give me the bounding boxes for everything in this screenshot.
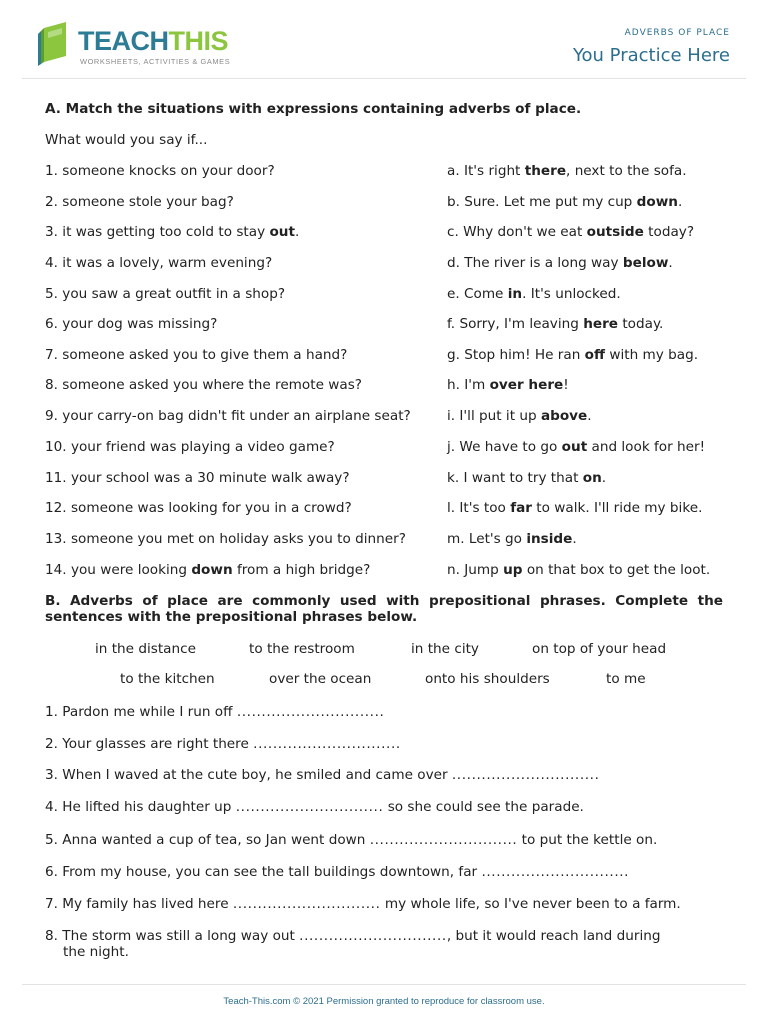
text-segment: and look for her!: [587, 439, 706, 455]
item-text: 5. Anna wanted a cup of tea, so Jan went down: [45, 832, 370, 848]
answer-blank: ..............................: [299, 928, 447, 944]
text-segment: 14. you were looking: [45, 562, 192, 578]
match-row: [45, 531, 725, 551]
text-segment: 2. someone stole your bag?: [45, 194, 234, 210]
adverb-text: over here: [489, 377, 564, 393]
match-row: [45, 347, 725, 367]
text-segment: 7. someone asked you to give them a hand?: [45, 347, 348, 363]
worksheet-title: You Practice Here: [572, 45, 730, 66]
text-segment: , next to the sofa.: [566, 163, 687, 179]
text-segment: b. Sure. Let me put my cup: [447, 194, 637, 210]
topic-label: ADVERBS OF PLACE: [624, 28, 730, 38]
text-segment: to walk. I'll ride my bike.: [531, 500, 703, 516]
text-segment: !: [563, 377, 569, 393]
answer-blank: ..............................: [451, 767, 600, 783]
response-item: [447, 316, 663, 332]
text-segment: c. Why don't we eat: [447, 224, 587, 240]
adverb-text: above: [540, 408, 588, 424]
situation-item: [45, 377, 362, 393]
item-text: 6. From my house, you can see the tall buildings downtown, far: [45, 864, 482, 880]
section-a-title: A. Match the situations with expressions containing adverbs of place.: [45, 101, 582, 117]
phrase-option: onto his shoulders: [425, 671, 550, 687]
text-segment: .: [572, 531, 577, 547]
answer-blank: ..............................: [253, 736, 401, 752]
situation-item: [45, 439, 335, 455]
match-row: [45, 470, 725, 490]
response-item: [447, 408, 592, 424]
text-segment: .: [677, 194, 683, 210]
text-segment: .: [294, 224, 300, 240]
phrase-option: in the distance: [95, 641, 196, 657]
response-item: [447, 163, 687, 179]
text-segment: 4. it was a lovely, warm evening?: [45, 255, 273, 271]
phrase-option: over the ocean: [269, 671, 372, 687]
match-row: [45, 500, 725, 520]
text-segment: 3. it was getting too cold to stay: [45, 224, 270, 240]
response-item: [447, 255, 673, 271]
answer-blank: ..............................: [481, 864, 630, 880]
situation-item: [45, 224, 299, 240]
text-segment: . It's unlocked.: [522, 286, 621, 302]
teach-this-logo: [36, 22, 231, 68]
fill-in-item: [45, 832, 725, 848]
fill-in-item: [45, 736, 725, 752]
match-row: [45, 224, 725, 244]
text-segment: 1. someone knocks on your door?: [45, 163, 275, 179]
situation-item: [45, 408, 411, 424]
text-segment: on that box to get the loot.: [522, 562, 711, 578]
fill-in-item: [45, 704, 725, 720]
phrase-option: to the kitchen: [120, 671, 215, 687]
text-segment: 8. someone asked you where the remote was?: [45, 377, 362, 393]
situation-item: [45, 531, 406, 547]
text-segment: g. Stop him! He ran: [447, 347, 585, 363]
response-item: [447, 470, 606, 486]
adverb-text: here: [583, 316, 619, 332]
text-segment: 10. your friend was playing a video game?: [45, 439, 335, 455]
text-segment: i. I'll put it up: [447, 408, 541, 424]
phrase-option: to the restroom: [249, 641, 355, 657]
text-segment: .: [587, 408, 592, 424]
match-row: [45, 316, 725, 336]
logo-tagline: WORKSHEETS, ACTIVITIES & GAMES: [80, 57, 231, 66]
adverb-text: up: [503, 562, 523, 578]
situation-item: [45, 286, 285, 302]
item-text-continued: the night.: [63, 944, 129, 960]
text-segment: today.: [618, 316, 664, 332]
adverb-text: in: [507, 286, 523, 302]
fill-in-item: [45, 864, 725, 880]
logo-wordmark: TEACHTHIS: [78, 26, 229, 56]
phrase-option: in the city: [411, 641, 479, 657]
phrase-option: to me: [606, 671, 646, 687]
text-segment: k. I want to try that: [447, 470, 583, 486]
match-row: [45, 194, 725, 214]
situation-item: [45, 194, 234, 210]
fill-in-item: [45, 799, 725, 815]
match-row: [45, 439, 725, 459]
text-segment: h. I'm: [447, 377, 490, 393]
response-item: [447, 377, 569, 393]
adverb-text: there: [524, 163, 567, 179]
item-text: so she could see the parade.: [383, 799, 584, 815]
answer-blank: ..............................: [236, 704, 385, 720]
text-segment: a. It's right: [447, 163, 525, 179]
answer-blank: ..............................: [369, 832, 518, 848]
response-item: [447, 562, 710, 578]
text-segment: 12. someone was looking for you in a crowd?: [45, 500, 352, 516]
adverb-text: down: [636, 194, 678, 210]
copyright-notice: Teach-This.com © 2021 Permission granted to reproduce for classroom use.: [223, 996, 545, 1007]
text-segment: 13. someone you met on holiday asks you to dinner?: [45, 531, 406, 547]
adverb-text: below: [622, 255, 669, 271]
response-item: [447, 347, 698, 363]
section-b-title: B. Adverbs of place are commonly used with prepositional phrases. Complete the sentences with the prepositional phrases below.: [45, 593, 723, 625]
item-text: 7. My family has lived here: [45, 896, 233, 912]
text-segment: j. We have to go: [447, 439, 562, 455]
item-text: to put the kettle on.: [517, 832, 658, 848]
match-row: [45, 408, 725, 428]
situation-item: [45, 500, 352, 516]
text-segment: 5. you saw a great outfit in a shop?: [45, 286, 286, 302]
situation-item: [45, 562, 370, 578]
text-segment: n. Jump: [447, 562, 504, 578]
text-segment: with my bag.: [605, 347, 699, 363]
situation-item: [45, 470, 350, 486]
adverb-text: far: [510, 500, 532, 516]
section-a-prompt: What would you say if...: [45, 132, 208, 148]
response-item: [447, 439, 705, 455]
item-text: , but it would reach land during: [446, 928, 661, 944]
text-segment: l. It's too: [447, 500, 511, 516]
adverb-text: on: [582, 470, 602, 486]
response-item: [447, 194, 682, 210]
text-segment: .: [668, 255, 673, 271]
text-segment: 11. your school was a 30 minute walk away?: [45, 470, 350, 486]
adverb-text: down: [191, 562, 233, 578]
item-text: 4. He lifted his daughter up: [45, 799, 236, 815]
situation-item: [45, 316, 217, 332]
text-segment: from a high bridge?: [232, 562, 371, 578]
item-text: 3. When I waved at the cute boy, he smiled and came over: [45, 767, 452, 783]
response-item: [447, 286, 621, 302]
text-segment: d. The river is a long way: [447, 255, 623, 271]
page-footer: [22, 984, 746, 1007]
item-text: my whole life, so I've never been to a farm.: [380, 896, 681, 912]
response-item: [447, 224, 694, 240]
adverb-text: outside: [586, 224, 644, 240]
phrase-option: on top of your head: [532, 641, 667, 657]
adverb-text: out: [269, 224, 295, 240]
situation-item: [45, 163, 275, 179]
fill-in-item: [45, 896, 725, 912]
response-item: [447, 531, 577, 547]
response-item: [447, 500, 702, 516]
item-text: 2. Your glasses are right there: [45, 736, 254, 752]
page-header: [22, 0, 746, 79]
fill-in-item: [45, 928, 705, 960]
text-segment: e. Come: [447, 286, 508, 302]
text-segment: 6. your dog was missing?: [45, 316, 218, 332]
answer-blank: ..............................: [235, 799, 384, 815]
book-logo-icon: [36, 22, 76, 66]
match-row: [45, 562, 725, 582]
text-segment: f. Sorry, I'm leaving: [447, 316, 584, 332]
item-text: 8. The storm was still a long way out: [45, 928, 300, 944]
adverb-text: out: [561, 439, 588, 455]
situation-item: [45, 347, 347, 363]
text-segment: .: [601, 470, 607, 486]
item-text: 1. Pardon me while I run off: [45, 704, 237, 720]
adverb-text: off: [584, 347, 606, 363]
text-segment: m. Let's go: [447, 531, 527, 547]
match-row: [45, 255, 725, 275]
adverb-text: inside: [526, 531, 573, 547]
text-segment: 9. your carry-on bag didn't fit under an airplane seat?: [45, 408, 411, 424]
match-row: [45, 163, 725, 183]
text-segment: today?: [643, 224, 695, 240]
answer-blank: ..............................: [232, 896, 381, 912]
situation-item: [45, 255, 272, 271]
match-row: [45, 286, 725, 306]
fill-in-item: [45, 767, 725, 783]
match-row: [45, 377, 725, 397]
